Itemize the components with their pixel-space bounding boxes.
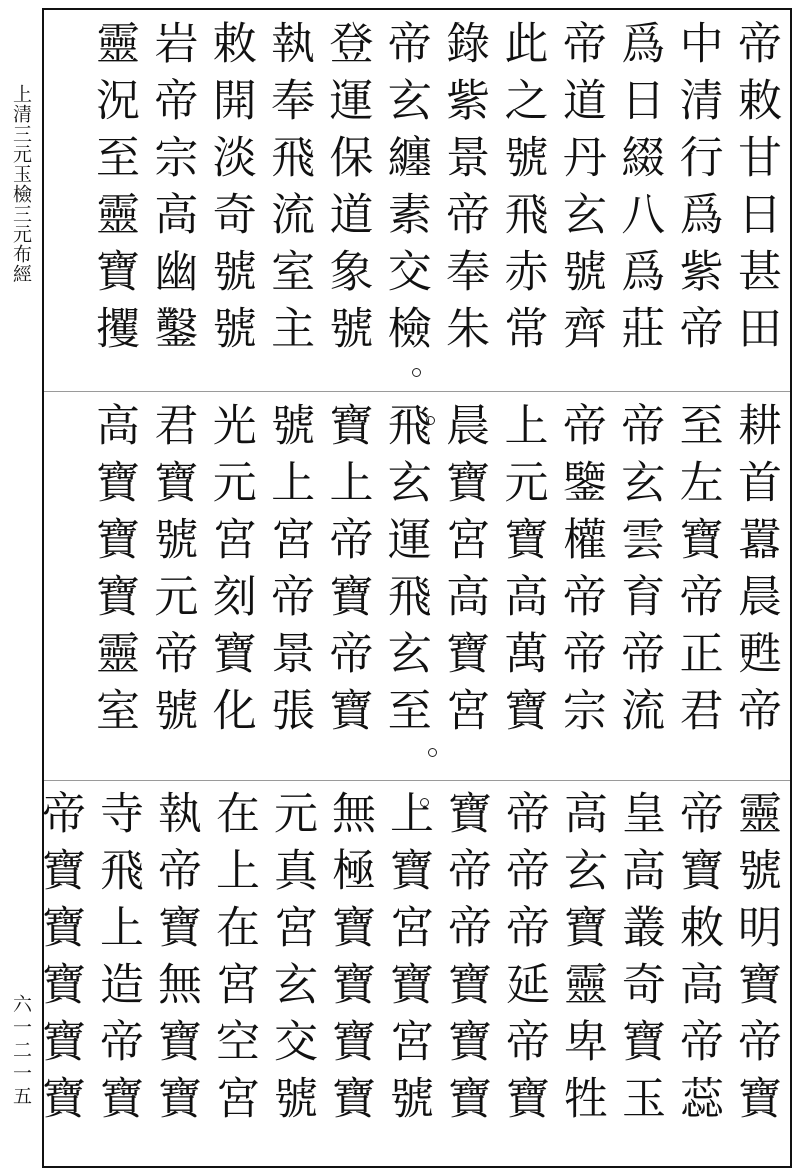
text-column: 中清行爲紫帝 (671, 20, 723, 362)
text-column: 上寶宮寶宮號 (382, 790, 433, 1132)
text-column: 帝玄纏素交檢 (379, 20, 431, 362)
text-column: 高寶寶寶靈室 (88, 402, 139, 744)
page-number: 六一二一五 (10, 994, 32, 1109)
text-column: 帝寶寶寶寶寶 (34, 790, 85, 1132)
text-column: 帝鑒權帝帝宗 (554, 402, 606, 744)
text-column: 無極寶寶寶寶 (324, 790, 375, 1132)
column-group (34, 790, 784, 1156)
text-column: 帝敕甘日甚田 (729, 20, 781, 362)
scripture-title: 上清三元玉檢三元布經 (10, 84, 32, 284)
text-column: 帝玄雲育帝流 (613, 402, 665, 744)
text-column: 寶上帝寶帝寶 (321, 402, 373, 744)
text-column: 登運保道象號 (321, 20, 373, 362)
text-column: 靈號明寶帝寶 (730, 790, 781, 1132)
text-column: 耕首囂晨甦帝 (729, 402, 781, 744)
text-panel-middle (44, 392, 790, 780)
text-column: 帝帝帝延帝寶 (498, 790, 549, 1132)
text-column: 在上在宮空宮 (208, 790, 259, 1132)
text-column: 飛玄運飛玄至 (379, 402, 431, 744)
text-column: 寶帝帝寶寶寶 (440, 790, 491, 1132)
punctuation-circle (426, 416, 435, 425)
punctuation-circle (428, 748, 437, 757)
text-column: 寺飛上造帝寶 (92, 790, 143, 1132)
text-column: 靈況至靈寶攫 (88, 20, 139, 362)
text-column: 號上宮帝景張 (263, 402, 315, 744)
text-column: 元真宮玄交號 (266, 790, 317, 1132)
text-column: 君寶號元帝號 (146, 402, 198, 744)
text-column: 高玄寶靈卑牲 (556, 790, 607, 1132)
text-column: 光元宮刻寶化 (204, 402, 256, 744)
punctuation-circle (412, 368, 421, 377)
text-column: 至左寶帝正君 (671, 402, 723, 744)
text-column: 帝寶敕高帝蕊 (672, 790, 723, 1132)
text-panel-bottom (34, 780, 790, 1166)
text-column: 敕開淡奇號號 (204, 20, 256, 362)
column-group (84, 402, 784, 770)
text-column: 爲日綴八爲莊 (613, 20, 665, 362)
text-column: 晨寶宮高寶宮 (438, 402, 490, 744)
text-column: 帝道丹玄號齊 (554, 20, 606, 362)
text-column: 皇高叢奇寶玉 (614, 790, 665, 1132)
text-column: 此之號飛赤常 (496, 20, 548, 362)
text-column: 上元寶高萬寶 (496, 402, 548, 744)
text-column: 執奉飛流室主 (263, 20, 315, 362)
punctuation-circle (420, 798, 429, 807)
text-panel-top (44, 10, 790, 392)
text-column: 執帝寶無寶寶 (150, 790, 201, 1132)
column-group (84, 20, 784, 382)
page-frame (34, 8, 792, 1168)
text-column: 錄紫景帝奉朱 (438, 20, 490, 362)
text-column: 岩帝宗高幽鑿 (146, 20, 198, 362)
